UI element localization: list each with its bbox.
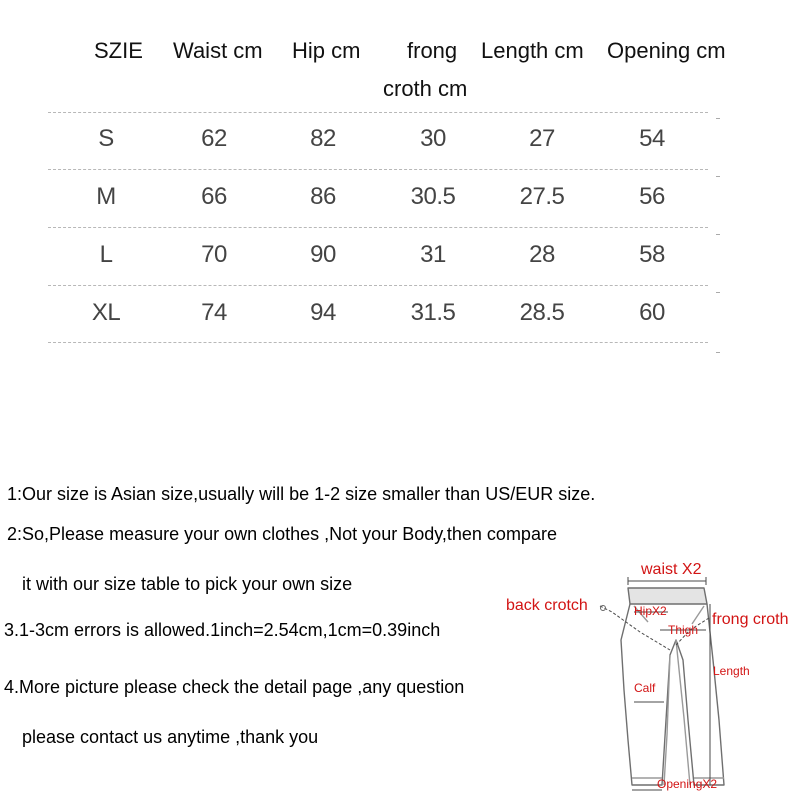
cell-front-crotch: 31.5 [410,299,456,326]
note-line-4-continued: please contact us anytime ,thank you [22,727,319,747]
note-line-2: 2:So,Please measure your own clothes ,Not your Body,then compare [7,524,557,544]
cell-hip: 86 [310,183,336,210]
cell-size: S [98,125,114,152]
cell-size: XL [91,299,121,326]
cell-waist: 70 [201,241,227,268]
label-opening: OpeningX2 [657,777,718,791]
note-line-2-continued: it with our size table to pick your own size [22,574,353,594]
header-size: SZIE [94,38,143,63]
label-length: Length [713,664,750,678]
note-line-3: 3.1-3cm errors is allowed.1inch=2.54cm,1cm=0.39inch [4,620,441,640]
cell-length: 27.5 [519,183,565,210]
cell-hip: 94 [310,299,336,326]
label-waist: waist X2 [641,561,702,578]
cell-opening: 60 [639,299,665,326]
cell-size: L [99,241,113,268]
label-front-crotch: frong croth [712,611,789,628]
cell-length: 27 [529,125,555,152]
note-line-4: 4.More picture please check the detail page ,any question [4,677,465,697]
cell-opening: 54 [639,125,665,152]
cell-waist: 62 [201,125,227,152]
header-front-crotch-subline: croth cm [383,76,468,101]
cell-front-crotch: 30 [420,125,446,152]
cell-opening: 58 [639,241,665,268]
cell-front-crotch: 31 [420,241,446,268]
cell-waist: 66 [201,183,227,210]
cell-size: M [96,183,116,210]
cell-front-crotch: 30.5 [410,183,456,210]
header-hip: Hip cm [292,38,361,63]
cell-length: 28.5 [519,299,565,326]
cell-hip: 82 [310,125,336,152]
label-hip: HipX2 [634,604,667,618]
header-front-crotch: frong [407,38,458,63]
label-back-crotch: back crotch [506,597,588,614]
cell-length: 28 [529,241,555,268]
header-length: Length cm [481,38,584,63]
cell-waist: 74 [201,299,227,326]
header-opening: Opening cm [607,38,726,63]
header-waist: Waist cm [173,38,263,63]
cell-opening: 56 [639,183,665,210]
label-calf: Calf [634,681,656,695]
note-line-1: 1:Our size is Asian size,usually will be 1-2 size smaller than US/EUR size. [7,484,596,504]
label-thigh: Thigh [668,623,699,637]
cell-hip: 90 [310,241,336,268]
